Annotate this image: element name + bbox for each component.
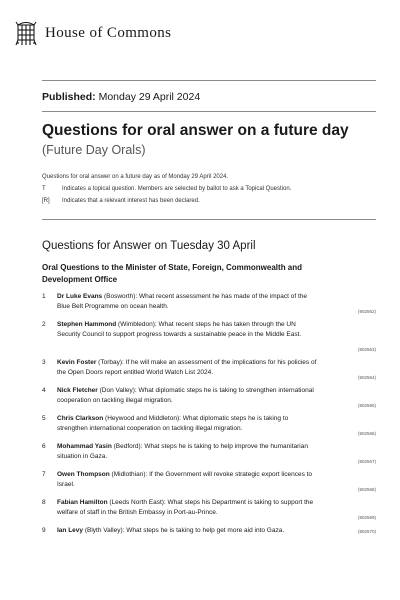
member-name: Mohammad Yasin [57, 443, 112, 450]
note-text: Indicates that a relevant interest has been declared. [62, 198, 200, 204]
question-body: If the Government will revoke strategic export licences to Israel. [57, 471, 313, 488]
portcullis-icon [15, 19, 37, 47]
question-number: 2 [42, 321, 46, 328]
question-text [57, 386, 317, 405]
question-number: 1 [42, 293, 46, 300]
constituency: (Torbay): [96, 359, 126, 366]
member-name: Nick Fletcher [57, 387, 98, 394]
question-number: 3 [42, 359, 46, 366]
question-body: What diplomatic steps he is taking to strengthen international cooperation on tackling illegal migration. [57, 387, 314, 404]
question-reference: (902567) [357, 459, 376, 464]
member-name: Dr Luke Evans [57, 293, 103, 300]
question-reference: (902570) [357, 529, 376, 534]
question-body: What steps he is taking to help improve the humanitarian situation in Gaza. [57, 443, 308, 460]
subsection-heading: Oral Questions to the Minister of State, Foreign, Commonwealth and Development Office [42, 263, 303, 284]
divider [42, 219, 376, 220]
note-key: [R] [42, 198, 50, 204]
note-text: Indicates a topical question. Members are selected by ballot to ask a Topical Question. [62, 186, 292, 192]
question-reference: (902562) [357, 309, 376, 314]
divider [42, 80, 376, 81]
question-number: 7 [42, 471, 46, 478]
member-name: Stephen Hammond [57, 321, 117, 328]
member-name: Chris Clarkson [57, 415, 104, 422]
question-number: 8 [42, 499, 46, 506]
divider [42, 111, 376, 112]
member-name: Owen Thompson [57, 471, 110, 478]
constituency: (Bosworth): [102, 293, 140, 300]
question-body: What steps his Department is taking to support the welfare of staff in the British Embassy in Port-au-Prince. [57, 499, 314, 516]
question-text [57, 498, 317, 517]
question-body: What recent steps he has taken through the UN Security Council to support progress towards a sustainable peace in the Middle East. [57, 321, 302, 338]
document-subtitle: (Future Day Orals) [42, 143, 146, 157]
constituency: (Heywood and Middleton): [103, 415, 183, 422]
question-text [57, 526, 317, 536]
intro-notes [42, 171, 291, 207]
page-header [15, 15, 171, 51]
house-name: House of Commons [45, 24, 172, 41]
member-name: Fabian Hamilton [57, 499, 108, 506]
member-name: Kevin Foster [57, 359, 97, 366]
question-text [57, 414, 317, 433]
question-reference: (902566) [357, 431, 376, 436]
question-number: 9 [42, 527, 46, 534]
question-text [57, 470, 317, 489]
member-name: Ian Levy [57, 527, 84, 534]
question-reference: (902565) [357, 403, 376, 408]
document-title: Questions for oral answer on a future day [42, 122, 349, 139]
question-text [57, 292, 317, 311]
intro-text: Questions for oral answer on a future day as of Monday 29 April 2024. [42, 174, 229, 180]
question-text [57, 442, 317, 461]
question-reference: (902568) [357, 487, 376, 492]
note-key: T [42, 186, 46, 192]
note-row [42, 195, 291, 207]
question-body: If he will make an assessment of the implications for his policies of the Open Doors report entitled World Watch List 2024. [57, 359, 317, 376]
question-number: 5 [42, 415, 46, 422]
constituency: (Bedford): [111, 443, 145, 450]
note-row [42, 183, 291, 195]
question-reference: (902563) [357, 347, 376, 352]
question-reference: (902564) [357, 375, 376, 380]
question-text [57, 358, 317, 377]
question-body: What recent assessment he has made of the impact of the Blue Belt Programme on ocean health. [57, 293, 308, 310]
question-body: What steps he is taking to help get more aid into Gaza. [126, 527, 285, 534]
published-date: Monday 29 April 2024 [98, 91, 201, 103]
question-text [57, 320, 317, 339]
intro-line [42, 171, 291, 183]
question-reference: (902569) [357, 515, 376, 520]
question-body: What diplomatic steps he is taking to strengthen international cooperation on tackling illegal migration. [57, 415, 289, 432]
section-heading: Questions for Answer on Tuesday 30 April [42, 240, 256, 252]
constituency: (Blyth Valley): [83, 527, 127, 534]
question-number: 4 [42, 387, 46, 394]
constituency: (Leeds North East): [107, 499, 168, 506]
question-number: 6 [42, 443, 46, 450]
constituency: (Don Valley): [97, 387, 139, 394]
constituency: (Wimbledon): [116, 321, 159, 328]
published-line [42, 91, 200, 103]
constituency: (Midlothian): [109, 471, 150, 478]
published-label: Published: [42, 91, 96, 103]
